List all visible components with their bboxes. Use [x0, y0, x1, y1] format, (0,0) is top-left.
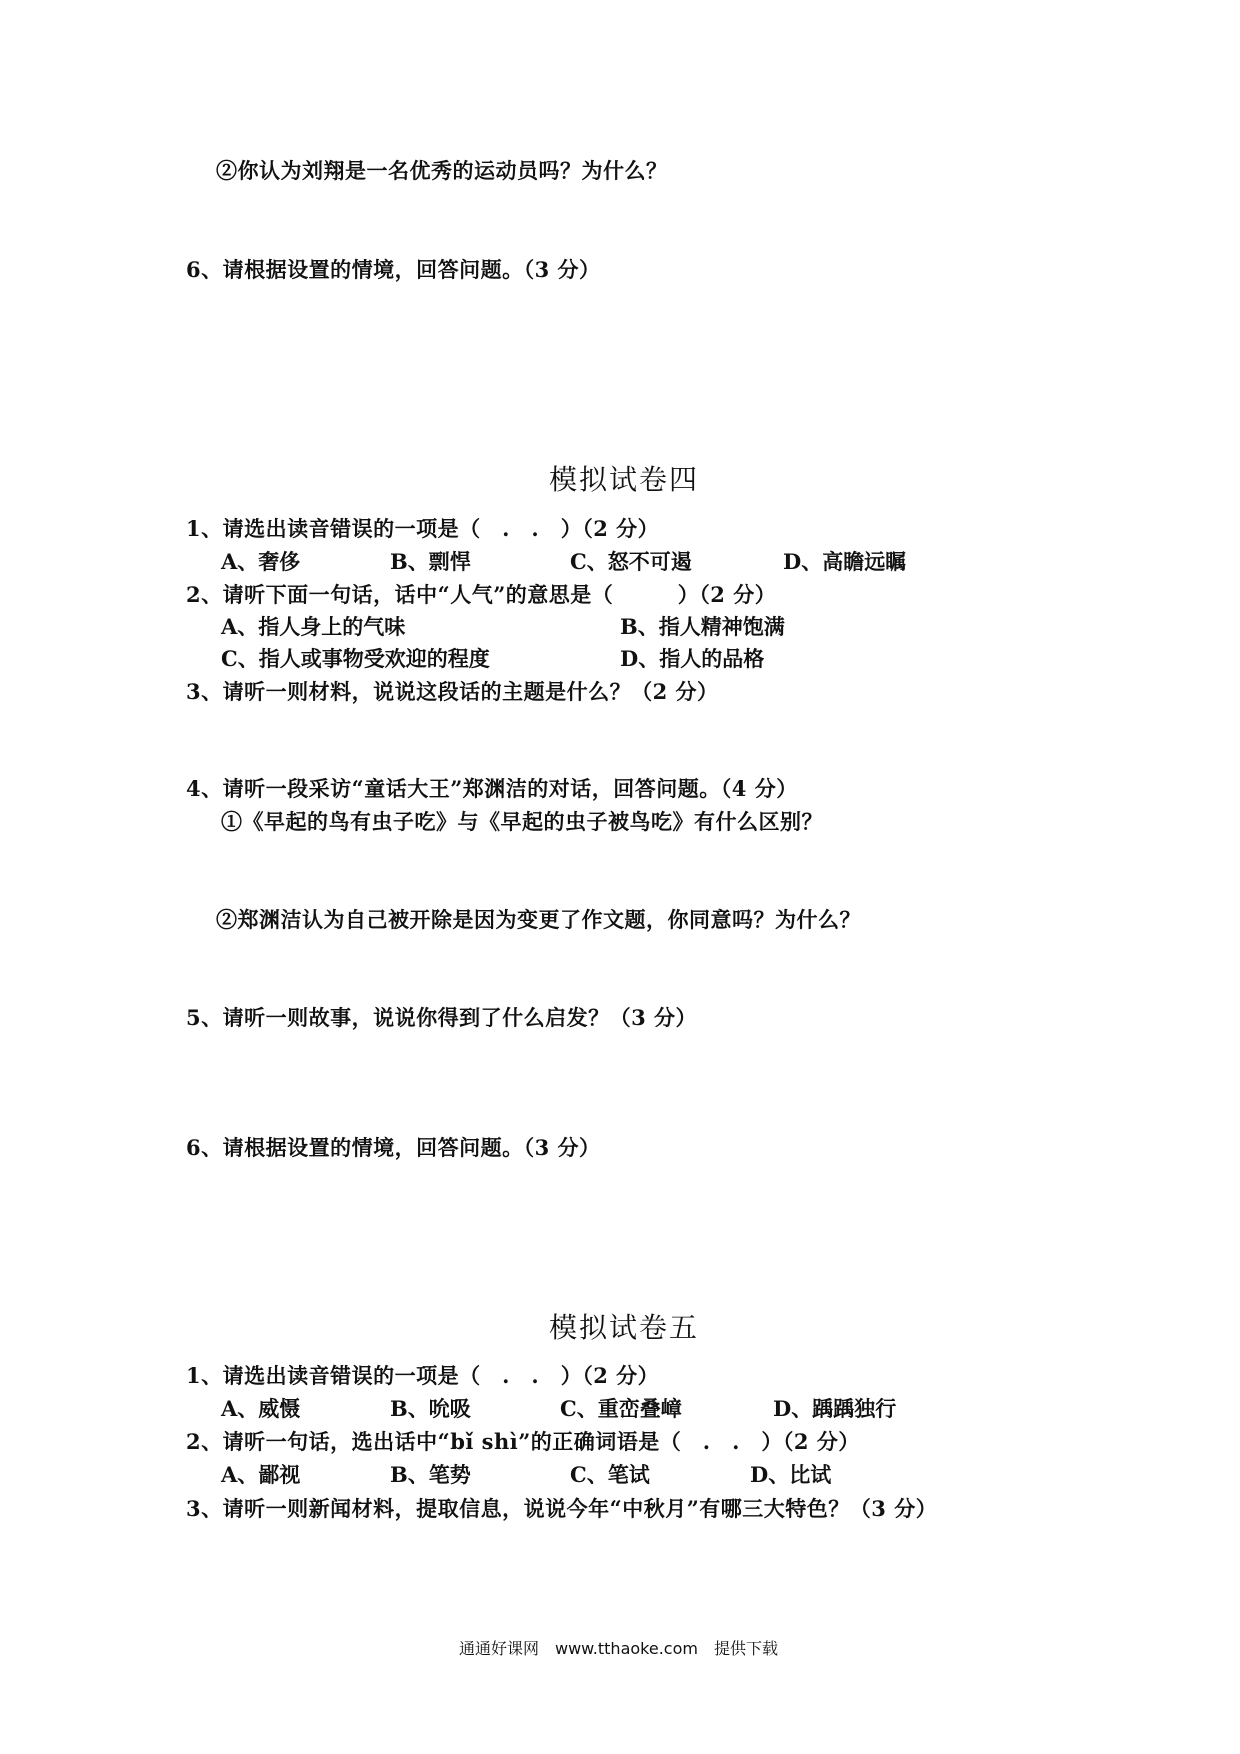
paper5-q2-option-a: A、鄙视 — [221, 1462, 301, 1487]
paper5-q2-option-c: C、笔试 — [570, 1462, 650, 1487]
paper4-q1-option-d: D、高瞻远瞩 — [783, 549, 907, 574]
paper5-q2: 2、请听一句话，选出话中“bǐ shì”的正确词语是（ . . ）（2 分） — [186, 1429, 860, 1454]
paper5-q2-option-b: B、笔势 — [390, 1462, 471, 1487]
paper5-q3: 3、请听一则新闻材料，提取信息，说说今年“中秋月”有哪三大特色？（3 分） — [186, 1496, 938, 1521]
paper4-q5: 5、请听一则故事，说说你得到了什么启发？（3 分） — [186, 1005, 698, 1030]
paper4-q2-option-c: C、指人或事物受欢迎的程度 — [221, 646, 490, 671]
prev-q6: 6、请根据设置的情境，回答问题。（3 分） — [186, 257, 601, 282]
paper4-q1-option-a: A、奢侈 — [221, 549, 301, 574]
paper4-q4: 4、请听一段采访“童话大王”郑渊洁的对话，回答问题。（4 分） — [186, 776, 798, 801]
paper5-q2-option-d: D、比试 — [750, 1462, 832, 1487]
prev-q5-sub2: ②你认为刘翔是一名优秀的运动员吗？为什么？ — [216, 158, 668, 183]
paper4-q1-option-c: C、怒不可遏 — [570, 549, 692, 574]
paper4-q2-option-b: B、指人精神饱满 — [620, 614, 785, 639]
paper4-q3: 3、请听一则材料，说说这段话的主题是什么？（2 分） — [186, 679, 719, 704]
footer-credit: 通通好课网 www.tthaoke.com 提供下载 — [459, 1639, 778, 1658]
paper4-title: 模拟试卷四 — [549, 463, 700, 496]
paper4-q1-option-b: B、剽悍 — [390, 549, 471, 574]
paper5-title: 模拟试卷五 — [549, 1311, 700, 1344]
paper4-q1: 1、请选出读音错误的一项是（ . . ）（2 分） — [186, 516, 660, 541]
paper5-q1-option-a: A、威慑 — [221, 1396, 301, 1421]
paper5-q1: 1、请选出读音错误的一项是（ . . ）（2 分） — [186, 1363, 660, 1388]
paper4-q6: 6、请根据设置的情境，回答问题。（3 分） — [186, 1135, 601, 1160]
paper4-q4-sub1: ①《早起的鸟有虫子吃》与《早起的虫子被鸟吃》有什么区别？ — [221, 809, 823, 834]
paper4-q2-option-a: A、指人身上的气味 — [221, 614, 406, 639]
paper4-q2-option-d: D、指人的品格 — [620, 646, 765, 671]
paper5-q1-option-b: B、吮吸 — [390, 1396, 471, 1421]
paper4-q4-sub2: ②郑渊洁认为自己被开除是因为变更了作文题，你同意吗？为什么？ — [216, 907, 861, 932]
paper5-q1-option-d: D、踽踽独行 — [773, 1396, 897, 1421]
paper4-q2: 2、请听下面一句话，话中“人气”的意思是（ ）（2 分） — [186, 582, 777, 607]
paper5-q1-option-c: C、重峦叠嶂 — [560, 1396, 682, 1421]
